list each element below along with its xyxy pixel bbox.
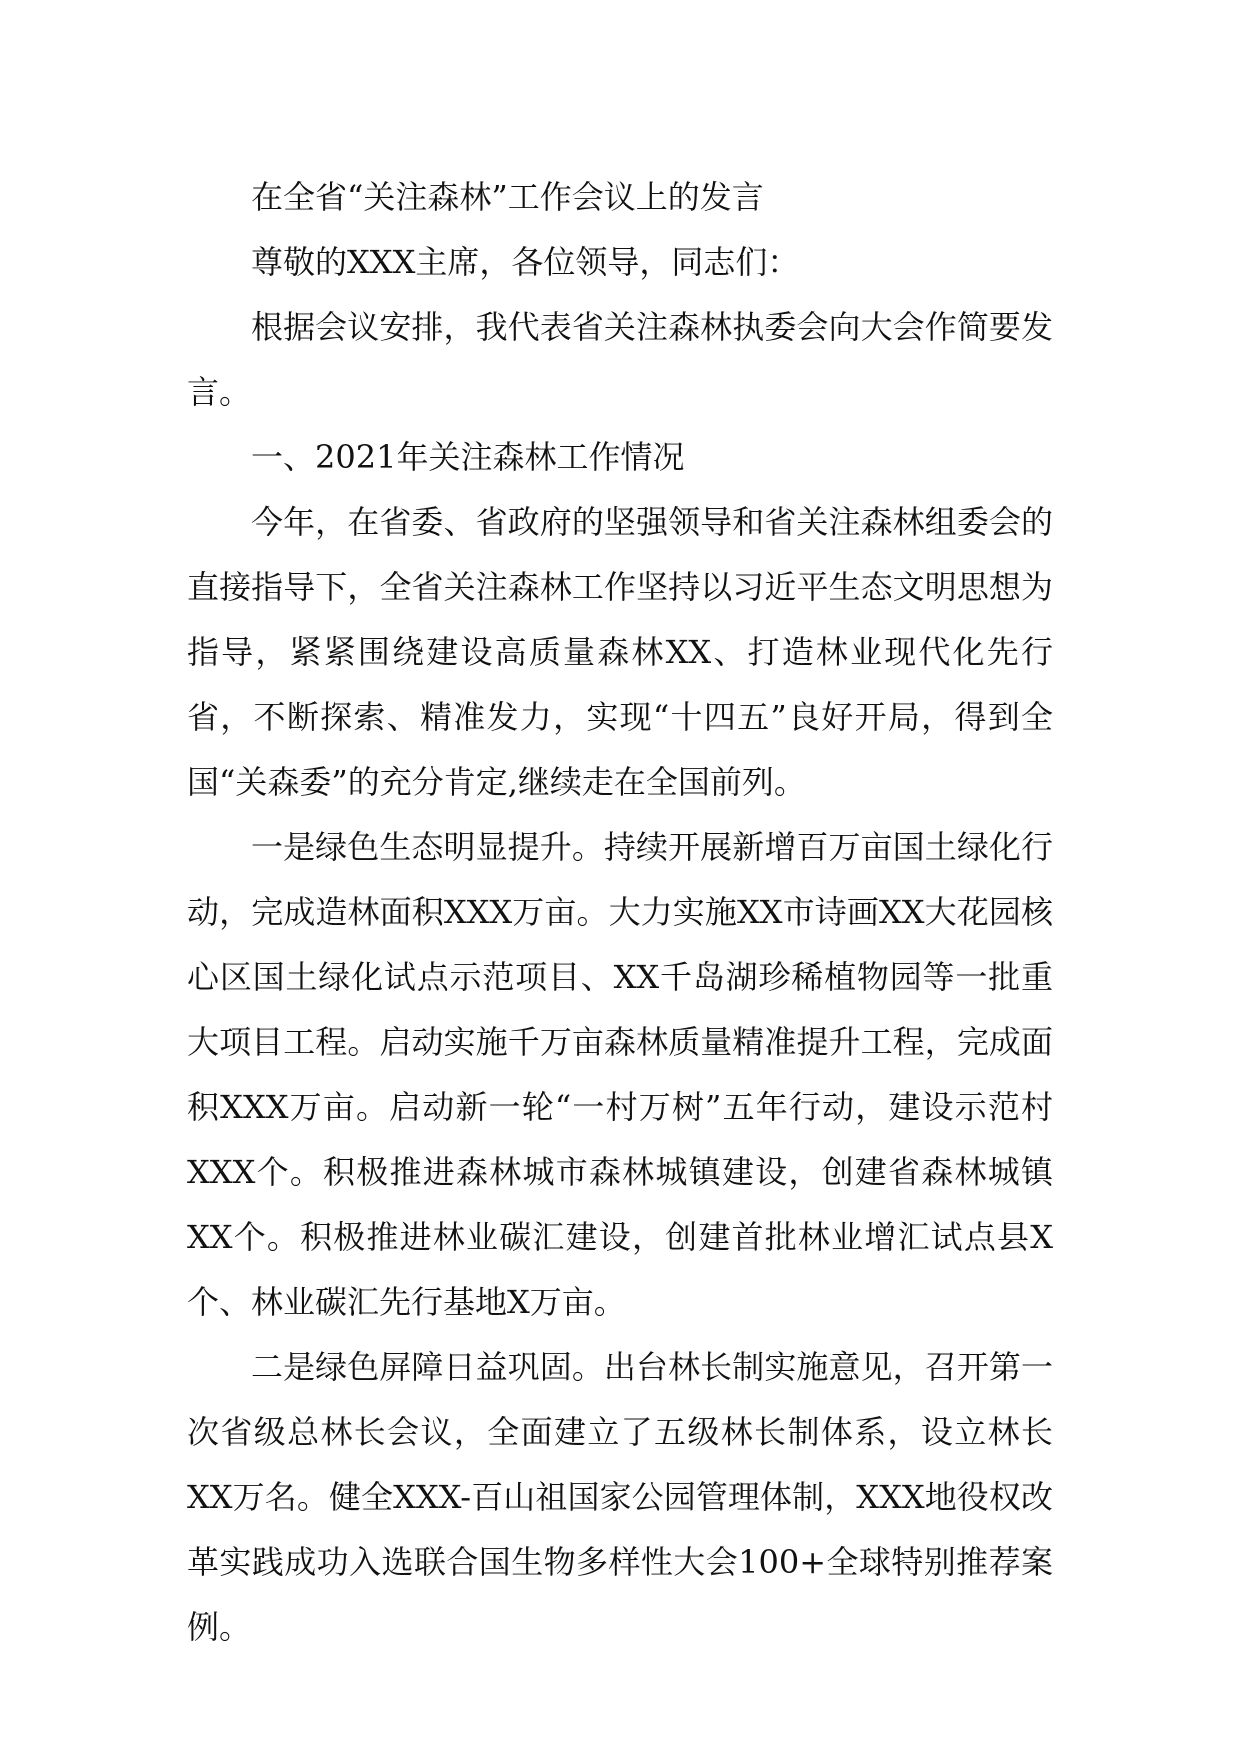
point-one-paragraph: 一是绿色生态明显提升。持续开展新增百万亩国土绿化行动，完成造林面积XXX万亩。大力实施XX市诗画XX大花园核心区国土绿化试点示范项目、XX千岛湖珍稀植物园等一批重大项目工程。启动实施千万亩森林质量精准提升工程，完成面积XXX万亩。启动新一轮“一村万树”五年行动，建设示范村XXX个。积极推进森林城市森林城镇建设，创建省森林城镇XX个。积极推进林业碳汇建设，创建首批林业增汇试点县X个、林业碳汇先行基地X万亩。 — [187, 828, 1053, 1321]
document-title: 在全省“关注森林”工作会议上的发言 — [251, 178, 764, 216]
overview-paragraph: 今年，在省委、省政府的坚强领导和省关注森林组委会的直接指导下，全省关注森林工作坚持以习近平生态文明思想为指导，紧紧围绕建设高质量森林XX、打造林业现代化先行省，不断探索、精准发力，实现“十四五”良好开局，得到全国“关森委”的充分肯定,继续走在全国前列。 — [187, 503, 1053, 801]
document-body — [187, 165, 1053, 1660]
section-heading: 一、2021年关注森林工作情况 — [251, 438, 685, 476]
salutation-paragraph: 尊敬的XXX主席，各位领导，同志们： — [251, 243, 800, 281]
point-two-paragraph: 二是绿色屏障日益巩固。出台林长制实施意见，召开第一次省级总林长会议，全面建立了五级林长制体系，设立林长XX万名。健全XXX-百山祖国家公园管理体制，XXX地役权改革实践成功入选联合国生物多样性大会100+全球特别推荐案例。 — [187, 1348, 1053, 1646]
intro-paragraph: 根据会议安排，我代表省关注森林执委会向大会作简要发言。 — [187, 308, 1053, 411]
